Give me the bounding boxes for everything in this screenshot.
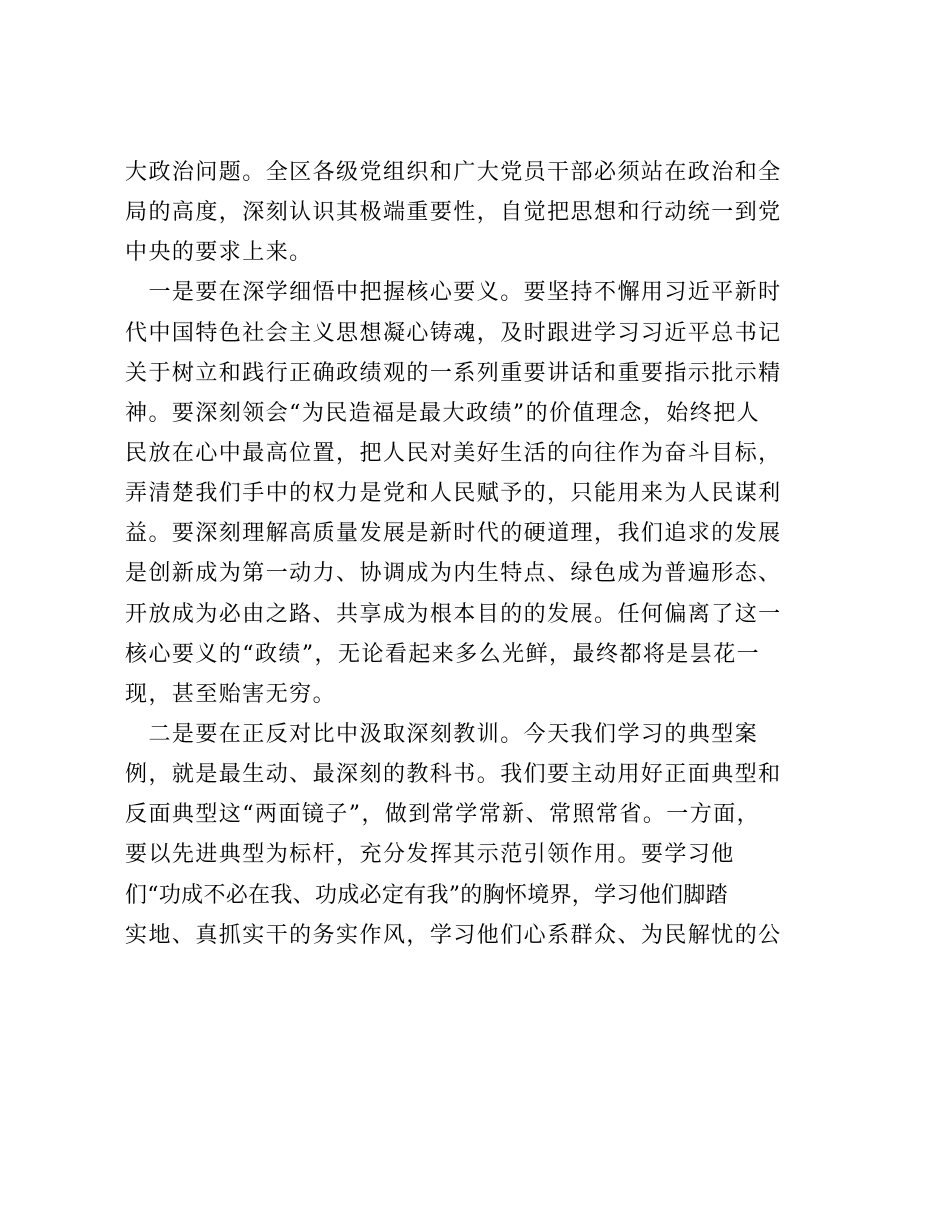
text-line: 例，就是最生动、最深刻的教科书。我们要主动用好正面典型和 — [125, 762, 782, 788]
text-line: 实地、真抓实干的务实作风，学习他们心系群众、为民解忧的公 — [125, 922, 782, 948]
text-line: 是创新成为第一动力、协调成为内生特点、绿色成为普遍形态、 — [125, 561, 782, 587]
text-line: 大政治问题。全区各级党组织和广大党员干部必须站在政治和全 — [125, 160, 782, 185]
text-line: 神。要深刻领会“为民造福是最大政绩”的价值理念，始终把人 — [125, 400, 761, 426]
text-line: 开放成为必由之路、共享成为根本目的的发展。任何偏离了这一 — [125, 601, 782, 627]
paragraph-first-line: 一是要在深学细悟中把握核心要义。要坚持不懈用习近平新时 — [125, 280, 782, 306]
text-line: 们“功成不必在我、功成必定有我”的胸怀境界，学习他们脚踏 — [125, 882, 728, 908]
text-line: 反面典型这“两面镜子”，做到常学常新、常照常省。一方面， — [125, 802, 761, 828]
text-line: 中央的要求上来。 — [125, 240, 313, 266]
text-line: 核心要义的“政绩”，无论看起来多么光鲜，最终都将是昙花一 — [125, 641, 761, 667]
paragraph-first-line: 二是要在正反对比中汲取深刻教训。今天我们学习的典型案 — [125, 721, 759, 747]
text-line: 局的高度，深刻认识其极端重要性，自觉把思想和行动统一到党 — [125, 200, 782, 226]
text-line: 代中国特色社会主义思想凝心铸魂，及时跟进学习习近平总书记 — [125, 320, 782, 346]
text-line: 民放在心中最高位置，把人民对美好生活的向往作为奋斗目标， — [125, 440, 782, 466]
text-line: 益。要深刻理解高质量发展是新时代的硬道理，我们追求的发展 — [125, 521, 782, 547]
text-line: 现，甚至贻害无穷。 — [125, 681, 337, 707]
body-text — [125, 153, 835, 956]
text-line: 要以先进典型为标杆，充分发挥其示范引领作用。要学习他 — [125, 842, 735, 868]
text-line: 弄清楚我们手中的权力是党和人民赋予的，只能用来为人民谋利 — [125, 481, 782, 507]
text-line: 关于树立和践行正确政绩观的一系列重要讲话和重要指示批示精 — [125, 360, 782, 386]
